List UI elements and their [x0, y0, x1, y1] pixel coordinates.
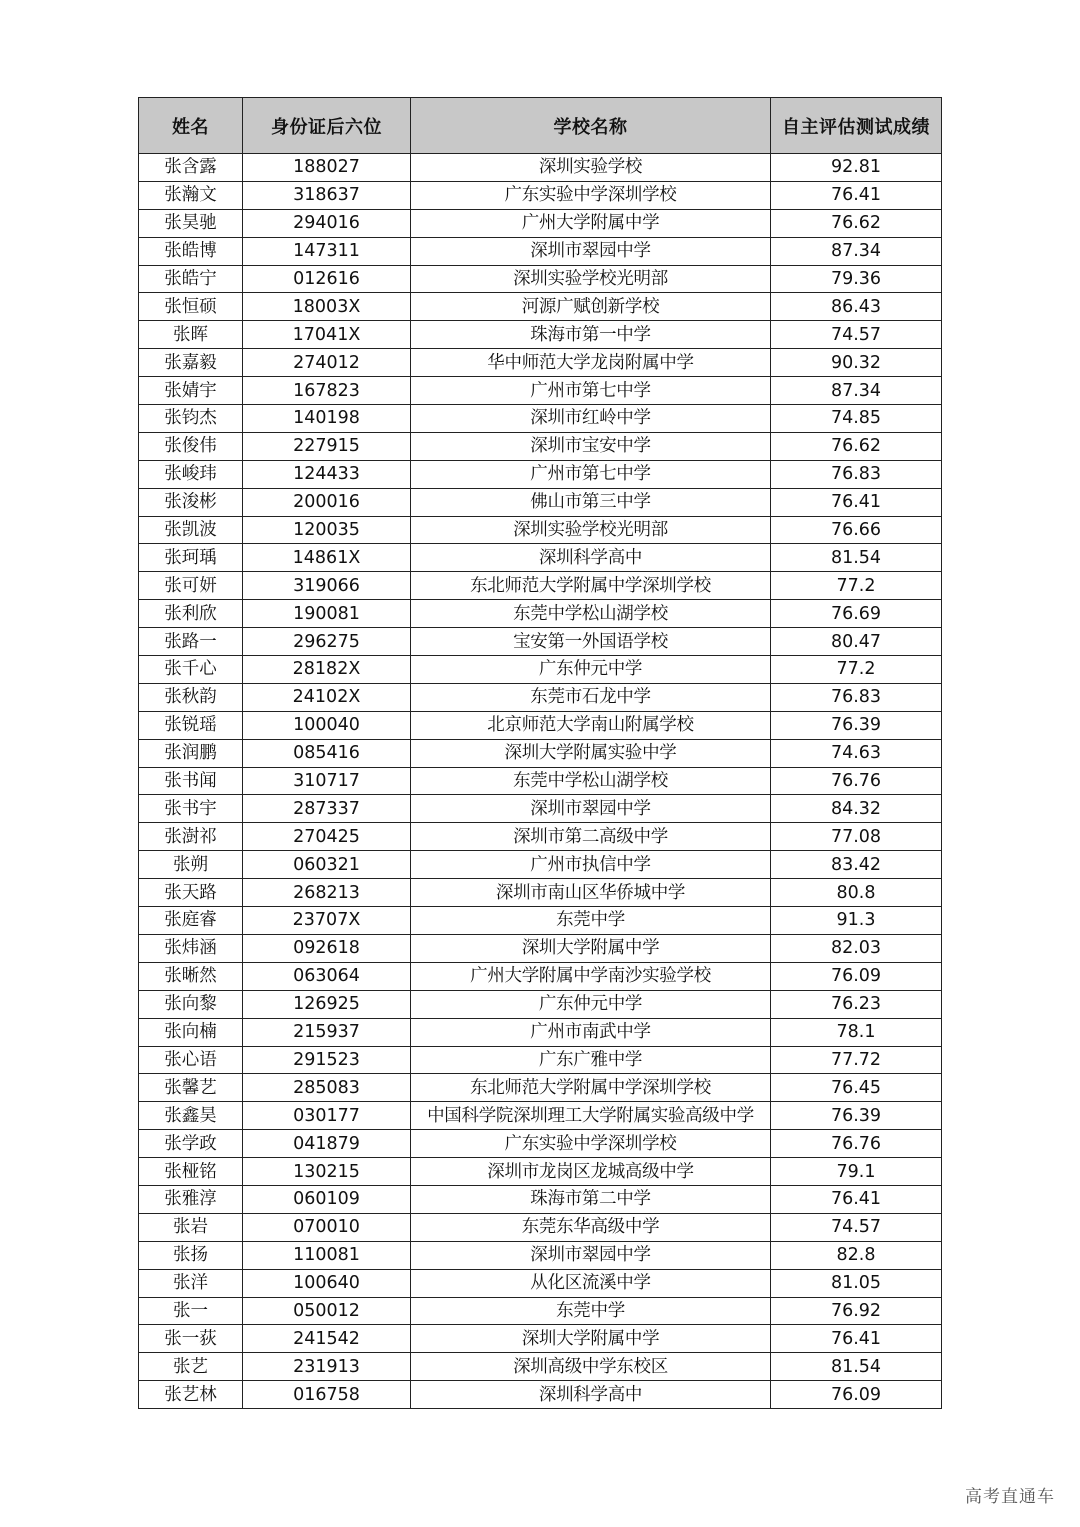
cell-school: 宝安第一外国语学校	[411, 628, 771, 656]
cell-score: 86.43	[771, 293, 942, 321]
cell-id-last6: 268213	[243, 879, 411, 907]
cell-score: 90.32	[771, 349, 942, 377]
cell-score: 76.41	[771, 181, 942, 209]
cell-name: 张书宇	[139, 795, 243, 823]
header-score: 自主评估测试成绩	[771, 98, 942, 154]
table-row	[139, 656, 942, 684]
cell-school: 深圳市龙岗区龙城高级中学	[411, 1158, 771, 1186]
cell-school: 东莞中学松山湖学校	[411, 767, 771, 795]
cell-id-last6: 285083	[243, 1074, 411, 1102]
table-row	[139, 237, 942, 265]
cell-name: 张炜涵	[139, 934, 243, 962]
cell-name: 张皓博	[139, 237, 243, 265]
cell-name: 张岩	[139, 1213, 243, 1241]
cell-id-last6: 030177	[243, 1102, 411, 1130]
cell-score: 82.03	[771, 934, 942, 962]
cell-score: 78.1	[771, 1018, 942, 1046]
cell-score: 76.92	[771, 1297, 942, 1325]
cell-id-last6: 18003X	[243, 293, 411, 321]
table-row	[139, 1130, 942, 1158]
cell-name: 张秋韵	[139, 683, 243, 711]
cell-id-last6: 188027	[243, 154, 411, 182]
table-row	[139, 879, 942, 907]
cell-id-last6: 296275	[243, 628, 411, 656]
table-row	[139, 544, 942, 572]
table-row	[139, 1297, 942, 1325]
cell-score: 81.05	[771, 1269, 942, 1297]
table-row	[139, 460, 942, 488]
cell-id-last6: 167823	[243, 377, 411, 405]
cell-score: 76.41	[771, 488, 942, 516]
cell-name: 张洋	[139, 1269, 243, 1297]
cell-id-last6: 085416	[243, 739, 411, 767]
table-row	[139, 711, 942, 739]
cell-name: 张含露	[139, 154, 243, 182]
cell-name: 张婧宇	[139, 377, 243, 405]
header-id-last6: 身份证后六位	[243, 98, 411, 154]
header-school: 学校名称	[411, 98, 771, 154]
cell-name: 张雅淳	[139, 1185, 243, 1213]
cell-score: 76.41	[771, 1185, 942, 1213]
cell-name: 张天路	[139, 879, 243, 907]
table-row	[139, 683, 942, 711]
table-row	[139, 181, 942, 209]
table-header-row	[139, 98, 942, 154]
cell-school: 深圳大学附属实验中学	[411, 739, 771, 767]
cell-school: 广东仲元中学	[411, 990, 771, 1018]
table-row	[139, 377, 942, 405]
cell-school: 东北师范大学附属中学深圳学校	[411, 1074, 771, 1102]
cell-name: 张艺林	[139, 1381, 243, 1409]
table-row	[139, 1213, 942, 1241]
cell-school: 深圳市第二高级中学	[411, 823, 771, 851]
table-row	[139, 488, 942, 516]
cell-name: 张一	[139, 1297, 243, 1325]
cell-score: 74.57	[771, 1213, 942, 1241]
cell-name: 张庭睿	[139, 907, 243, 935]
cell-id-last6: 274012	[243, 349, 411, 377]
cell-id-last6: 318637	[243, 181, 411, 209]
cell-id-last6: 310717	[243, 767, 411, 795]
cell-score: 91.3	[771, 907, 942, 935]
cell-id-last6: 016758	[243, 1381, 411, 1409]
cell-score: 76.83	[771, 460, 942, 488]
cell-id-last6: 120035	[243, 516, 411, 544]
cell-name: 张艺	[139, 1353, 243, 1381]
cell-name: 张钧杰	[139, 405, 243, 433]
cell-id-last6: 287337	[243, 795, 411, 823]
cell-score: 77.2	[771, 656, 942, 684]
cell-id-last6: 050012	[243, 1297, 411, 1325]
cell-id-last6: 140198	[243, 405, 411, 433]
cell-name: 张扬	[139, 1241, 243, 1269]
cell-score: 83.42	[771, 851, 942, 879]
cell-school: 广州大学附属中学南沙实验学校	[411, 962, 771, 990]
cell-score: 80.47	[771, 628, 942, 656]
cell-id-last6: 130215	[243, 1158, 411, 1186]
cell-id-last6: 24102X	[243, 683, 411, 711]
cell-name: 张峻玮	[139, 460, 243, 488]
table-row	[139, 1241, 942, 1269]
table-row	[139, 600, 942, 628]
cell-id-last6: 100040	[243, 711, 411, 739]
cell-score: 77.72	[771, 1046, 942, 1074]
table-row	[139, 1158, 942, 1186]
table-row	[139, 1381, 942, 1409]
cell-school: 东莞中学	[411, 907, 771, 935]
cell-score: 92.81	[771, 154, 942, 182]
cell-name: 张利欣	[139, 600, 243, 628]
header-name: 姓名	[139, 98, 243, 154]
cell-school: 深圳市翠园中学	[411, 1241, 771, 1269]
cell-id-last6: 126925	[243, 990, 411, 1018]
cell-score: 76.76	[771, 767, 942, 795]
table-row	[139, 432, 942, 460]
cell-id-last6: 063064	[243, 962, 411, 990]
cell-id-last6: 215937	[243, 1018, 411, 1046]
cell-name: 张朔	[139, 851, 243, 879]
cell-id-last6: 28182X	[243, 656, 411, 684]
cell-name: 张恒硕	[139, 293, 243, 321]
cell-school: 东莞中学	[411, 1297, 771, 1325]
cell-school: 广州大学附属中学	[411, 209, 771, 237]
cell-score: 87.34	[771, 377, 942, 405]
cell-school: 深圳市南山区华侨城中学	[411, 879, 771, 907]
cell-score: 76.76	[771, 1130, 942, 1158]
cell-name: 张书闻	[139, 767, 243, 795]
table-body	[139, 154, 942, 1409]
cell-id-last6: 241542	[243, 1325, 411, 1353]
cell-score: 80.8	[771, 879, 942, 907]
table-row	[139, 1325, 942, 1353]
cell-school: 中国科学院深圳理工大学附属实验高级中学	[411, 1102, 771, 1130]
cell-name: 张凯波	[139, 516, 243, 544]
table-row	[139, 572, 942, 600]
cell-school: 广东实验中学深圳学校	[411, 1130, 771, 1158]
cell-name: 张瀚文	[139, 181, 243, 209]
cell-id-last6: 012616	[243, 265, 411, 293]
cell-name: 张一荻	[139, 1325, 243, 1353]
cell-name: 张鑫昊	[139, 1102, 243, 1130]
table-row	[139, 1269, 942, 1297]
cell-score: 77.2	[771, 572, 942, 600]
score-table	[138, 97, 942, 1409]
cell-id-last6: 14861X	[243, 544, 411, 572]
cell-name: 张嘉毅	[139, 349, 243, 377]
cell-score: 76.41	[771, 1325, 942, 1353]
cell-score: 74.57	[771, 321, 942, 349]
cell-school: 广州市第七中学	[411, 460, 771, 488]
table-row	[139, 1018, 942, 1046]
table-row	[139, 265, 942, 293]
cell-score: 74.63	[771, 739, 942, 767]
cell-id-last6: 270425	[243, 823, 411, 851]
cell-name: 张可妍	[139, 572, 243, 600]
cell-name: 张向楠	[139, 1018, 243, 1046]
cell-score: 79.36	[771, 265, 942, 293]
cell-name: 张向黎	[139, 990, 243, 1018]
cell-id-last6: 190081	[243, 600, 411, 628]
cell-school: 东莞东华高级中学	[411, 1213, 771, 1241]
table-row	[139, 293, 942, 321]
cell-id-last6: 100640	[243, 1269, 411, 1297]
table-row	[139, 1353, 942, 1381]
cell-score: 82.8	[771, 1241, 942, 1269]
cell-id-last6: 17041X	[243, 321, 411, 349]
cell-name: 张澍祁	[139, 823, 243, 851]
table-row	[139, 1074, 942, 1102]
cell-id-last6: 147311	[243, 237, 411, 265]
cell-score: 81.54	[771, 544, 942, 572]
table-row	[139, 907, 942, 935]
cell-id-last6: 291523	[243, 1046, 411, 1074]
cell-school: 河源广赋创新学校	[411, 293, 771, 321]
cell-school: 深圳科学高中	[411, 544, 771, 572]
cell-school: 深圳实验学校光明部	[411, 265, 771, 293]
score-sheet	[138, 97, 941, 1409]
cell-school: 深圳实验学校光明部	[411, 516, 771, 544]
cell-id-last6: 092618	[243, 934, 411, 962]
cell-score: 84.32	[771, 795, 942, 823]
cell-name: 张润鹏	[139, 739, 243, 767]
cell-score: 76.62	[771, 432, 942, 460]
cell-school: 深圳市翠园中学	[411, 237, 771, 265]
cell-score: 81.54	[771, 1353, 942, 1381]
cell-school: 深圳市翠园中学	[411, 795, 771, 823]
cell-name: 张昊驰	[139, 209, 243, 237]
cell-name: 张路一	[139, 628, 243, 656]
table-row	[139, 851, 942, 879]
cell-name: 张学政	[139, 1130, 243, 1158]
cell-school: 深圳实验学校	[411, 154, 771, 182]
cell-school: 广州市南武中学	[411, 1018, 771, 1046]
cell-score: 76.09	[771, 962, 942, 990]
table-row	[139, 934, 942, 962]
cell-score: 76.39	[771, 1102, 942, 1130]
cell-score: 76.39	[771, 711, 942, 739]
table-row	[139, 795, 942, 823]
cell-school: 深圳市红岭中学	[411, 405, 771, 433]
table-row	[139, 990, 942, 1018]
cell-school: 从化区流溪中学	[411, 1269, 771, 1297]
cell-name: 张锐瑶	[139, 711, 243, 739]
cell-name: 张千心	[139, 656, 243, 684]
cell-score: 76.62	[771, 209, 942, 237]
cell-score: 76.69	[771, 600, 942, 628]
table-row	[139, 1185, 942, 1213]
cell-school: 广州市执信中学	[411, 851, 771, 879]
cell-name: 张馨艺	[139, 1074, 243, 1102]
cell-school: 珠海市第二中学	[411, 1185, 771, 1213]
cell-school: 华中师范大学龙岗附属中学	[411, 349, 771, 377]
cell-score: 76.09	[771, 1381, 942, 1409]
cell-name: 张俊伟	[139, 432, 243, 460]
cell-name: 张皓宁	[139, 265, 243, 293]
cell-school: 深圳高级中学东校区	[411, 1353, 771, 1381]
cell-id-last6: 294016	[243, 209, 411, 237]
cell-name: 张浚彬	[139, 488, 243, 516]
table-row	[139, 1046, 942, 1074]
cell-school: 广东实验中学深圳学校	[411, 181, 771, 209]
cell-score: 76.66	[771, 516, 942, 544]
table-row	[139, 628, 942, 656]
table-row	[139, 209, 942, 237]
cell-school: 东莞市石龙中学	[411, 683, 771, 711]
table-row	[139, 962, 942, 990]
cell-name: 张晖	[139, 321, 243, 349]
cell-school: 广州市第七中学	[411, 377, 771, 405]
cell-id-last6: 231913	[243, 1353, 411, 1381]
cell-id-last6: 110081	[243, 1241, 411, 1269]
table-row	[139, 349, 942, 377]
cell-school: 深圳大学附属中学	[411, 934, 771, 962]
cell-id-last6: 060321	[243, 851, 411, 879]
cell-school: 深圳市宝安中学	[411, 432, 771, 460]
cell-score: 76.23	[771, 990, 942, 1018]
cell-id-last6: 041879	[243, 1130, 411, 1158]
cell-id-last6: 124433	[243, 460, 411, 488]
table-row	[139, 1102, 942, 1130]
watermark: 高考直通车	[965, 1487, 1055, 1507]
cell-id-last6: 319066	[243, 572, 411, 600]
cell-name: 张珂瑀	[139, 544, 243, 572]
cell-id-last6: 200016	[243, 488, 411, 516]
cell-name: 张晰然	[139, 962, 243, 990]
cell-school: 珠海市第一中学	[411, 321, 771, 349]
cell-score: 77.08	[771, 823, 942, 851]
cell-school: 佛山市第三中学	[411, 488, 771, 516]
table-row	[139, 516, 942, 544]
cell-id-last6: 060109	[243, 1185, 411, 1213]
cell-school: 东莞中学松山湖学校	[411, 600, 771, 628]
cell-score: 79.1	[771, 1158, 942, 1186]
cell-name: 张桠铭	[139, 1158, 243, 1186]
cell-school: 广东广雅中学	[411, 1046, 771, 1074]
table-row	[139, 823, 942, 851]
cell-school: 北京师范大学南山附属学校	[411, 711, 771, 739]
cell-id-last6: 070010	[243, 1213, 411, 1241]
cell-score: 74.85	[771, 405, 942, 433]
cell-score: 76.45	[771, 1074, 942, 1102]
table-row	[139, 767, 942, 795]
cell-school: 东北师范大学附属中学深圳学校	[411, 572, 771, 600]
table-row	[139, 405, 942, 433]
cell-school: 广东仲元中学	[411, 656, 771, 684]
cell-name: 张心语	[139, 1046, 243, 1074]
cell-school: 深圳科学高中	[411, 1381, 771, 1409]
cell-id-last6: 227915	[243, 432, 411, 460]
cell-id-last6: 23707X	[243, 907, 411, 935]
cell-score: 87.34	[771, 237, 942, 265]
cell-score: 76.83	[771, 683, 942, 711]
table-row	[139, 154, 942, 182]
table-row	[139, 739, 942, 767]
cell-school: 深圳大学附属中学	[411, 1325, 771, 1353]
table-row	[139, 321, 942, 349]
